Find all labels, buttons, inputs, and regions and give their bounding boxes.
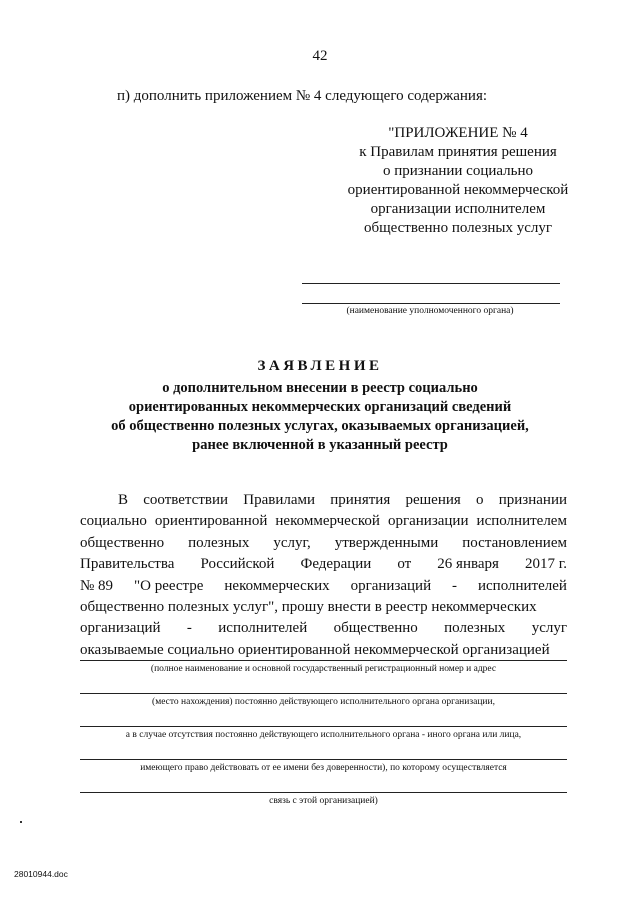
amendment-intro: п) дополнить приложением № 4 следующего содержания: [117, 88, 488, 104]
org-name-caption: (полное наименование и основной государственный регистрационный номер и адрес [150, 664, 497, 674]
body-word: "О реестре [134, 577, 204, 594]
representative-caption: имеющего право действовать от ее имени без доверенности), по которому осуществляется [140, 763, 507, 773]
body-word: организации [387, 513, 469, 530]
appendix-heading-line: организации исполнителем [370, 201, 546, 217]
body-word: организаций [80, 620, 161, 637]
body-word: - [452, 577, 458, 594]
body-word: полезных [444, 620, 506, 637]
subtitle-line: ориентированных некоммерческих организаций сведений [128, 399, 512, 415]
body-line [80, 576, 567, 597]
body-word: социально [80, 513, 147, 530]
body-word: полезных [188, 534, 250, 551]
body-word: услуг [531, 620, 567, 637]
body-line [80, 597, 567, 618]
subtitle-line: о дополнительном внесении в реестр социально [162, 380, 478, 396]
body-word: оказываемые социально ориентированной некоммерческой организацией [80, 641, 550, 658]
body-word: решения [405, 492, 461, 508]
body-word: общественно [80, 534, 165, 551]
body-word: исполнителей [477, 577, 567, 594]
body-word: № 89 [80, 577, 114, 594]
body-word: - [186, 620, 192, 637]
body-word: общественно полезных услуг", прошу внести в реестр некоммерческих [80, 599, 537, 616]
appendix-heading-line: ориентированной некоммерческой [347, 182, 569, 198]
contact-blank-line [80, 792, 567, 793]
body-word: Правительства [80, 556, 175, 573]
file-name: 28010944.doc [14, 869, 68, 879]
body-word: некоммерческих [224, 577, 330, 594]
body-word: утвержденными [334, 534, 439, 551]
contact-caption: связь с этой организацией) [269, 796, 378, 806]
body-word: 2017 г. [524, 556, 567, 573]
document-title: ЗАЯВЛЕНИЕ [257, 358, 383, 374]
body-word: некоммерческой [275, 513, 380, 530]
representative-blank-line [80, 759, 567, 760]
page-number: 42 [312, 48, 328, 64]
appendix-heading-line: общественно полезных услуг [363, 220, 553, 236]
body-word: признании [498, 492, 567, 508]
authority-blank-line [302, 303, 560, 304]
scan-speck [20, 821, 22, 823]
body-word: постановлением [462, 534, 567, 551]
body-line [80, 490, 567, 511]
body-word: Российской [200, 556, 275, 573]
body-word: от [397, 556, 412, 573]
document-subtitle [0, 379, 640, 455]
body-word: В [118, 492, 129, 508]
subtitle-line: ранее включенной в указанный реестр [192, 437, 448, 453]
body-word: услуг, [273, 534, 311, 551]
org-address-blank-line [80, 693, 567, 694]
appendix-heading-line: к Правилам принятия решения [359, 144, 557, 160]
body-word: исполнителей [218, 620, 308, 637]
alt-body-blank-line [80, 726, 567, 727]
authority-caption: (наименование уполномоченного органа) [346, 306, 514, 316]
body-word: ориентированной [154, 513, 268, 530]
authority-blank-line [302, 283, 560, 284]
appendix-heading-line: о признании социально [382, 163, 534, 179]
body-line [80, 533, 567, 554]
body-word: Федерации [300, 556, 372, 573]
body-word: Правилами [243, 492, 316, 508]
appendix-heading-line: "ПРИЛОЖЕНИЕ № 4 [388, 125, 528, 141]
body-word: общественно [333, 620, 418, 637]
body-word: исполнителем [476, 513, 567, 530]
alt-body-caption: а в случае отсутствия постоянно действующего исполнительного органа - иного органа или лица, [125, 730, 522, 740]
body-line [80, 511, 567, 532]
body-line [80, 640, 567, 661]
body-word: о [476, 492, 484, 508]
application-body-text [80, 490, 567, 661]
org-name-blank-line [80, 660, 567, 661]
org-address-caption: (место нахождения) постоянно действующего исполнительного органа организации, [152, 697, 495, 707]
appendix-heading [318, 124, 598, 238]
body-line [80, 618, 567, 639]
body-line [80, 554, 567, 575]
body-word: принятия [330, 492, 391, 508]
subtitle-line: об общественно полезных услугах, оказываемых организацией, [111, 418, 529, 434]
body-word: соответствии [143, 492, 229, 508]
body-word: организаций [350, 577, 432, 594]
body-word: 26 января [437, 556, 499, 573]
